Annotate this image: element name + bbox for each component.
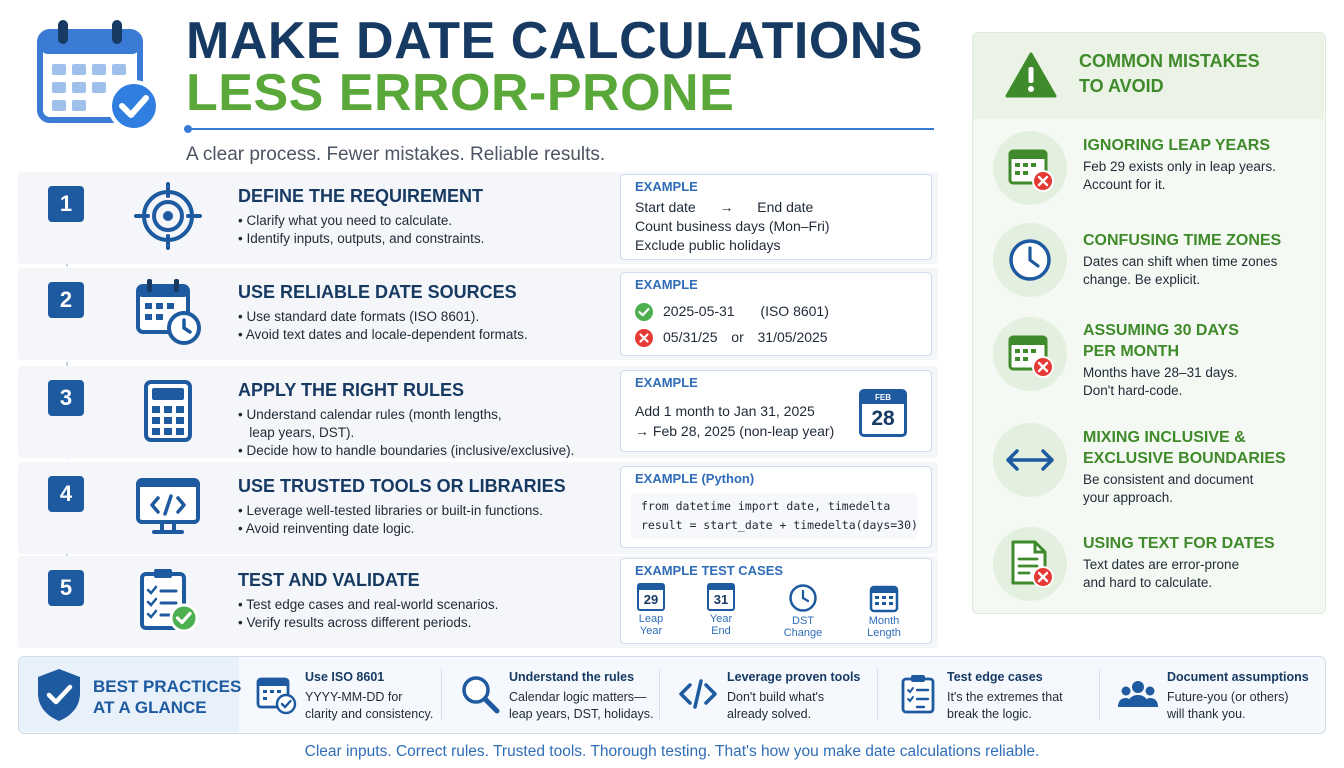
step-bullet: • Avoid text dates and locale-dependent formats. xyxy=(238,327,528,342)
step-title: DEFINE THE REQUIREMENT xyxy=(238,186,484,206)
best-practice-desc xyxy=(947,689,1063,723)
shield-check-icon xyxy=(35,667,83,723)
mistake-title: MIXING INCLUSIVE & xyxy=(1083,429,1246,446)
example-box xyxy=(620,370,932,452)
mistake-desc: Be consistent and document xyxy=(1083,472,1254,487)
step-number: 2 xyxy=(48,282,84,318)
best-practice-item xyxy=(447,657,655,732)
mistakes-title: COMMON MISTAKES xyxy=(1079,51,1260,71)
mistake-desc: your approach. xyxy=(1083,490,1174,505)
mistake-desc: and hard to calculate. xyxy=(1083,575,1213,590)
example-box xyxy=(620,558,932,644)
clock-icon xyxy=(1007,237,1053,283)
best-practices-title: BEST PRACTICES xyxy=(93,677,242,696)
example-line: → Feb 28, 2025 (non-leap year) xyxy=(635,423,835,439)
divider xyxy=(659,669,660,721)
step-bullet: • Test edge cases and real-world scenarios. xyxy=(238,597,499,612)
best-practice-desc xyxy=(509,689,654,723)
code-monitor-icon xyxy=(132,470,204,542)
best-practice-line: Future-you (or others) xyxy=(1167,690,1289,704)
example-line: Exclude public holidays xyxy=(635,237,781,253)
example-line: Add 1 month to Jan 31, 2025 xyxy=(635,403,815,419)
mistake-icon-circle xyxy=(993,527,1067,601)
step-number: 4 xyxy=(48,476,84,512)
step-bullet: • Use standard date formats (ISO 8601). xyxy=(238,309,480,324)
test-case-label: Change xyxy=(783,627,823,639)
good-format: 2025-05-31 xyxy=(663,303,735,319)
step-number: 3 xyxy=(48,380,84,416)
page-title-line1: MAKE DATE CALCULATIONS xyxy=(186,12,924,70)
step-bullet: • Verify results across different periods. xyxy=(238,615,472,630)
calendar-icon: 31 xyxy=(707,583,735,611)
step-bullet: • Leverage well-tested libraries or built-in functions. xyxy=(238,503,543,518)
step-number: 5 xyxy=(48,570,84,606)
mistake-desc: Dates can shift when time zones xyxy=(1083,254,1278,269)
code-block xyxy=(631,493,917,539)
good-format-example xyxy=(663,303,829,319)
mistake-title: PER MONTH xyxy=(1083,343,1179,360)
step-bullets xyxy=(238,212,484,248)
mistake-icon-circle xyxy=(993,223,1067,297)
best-practice-line: leap years, DST, holidays. xyxy=(509,707,654,721)
best-practice-desc xyxy=(1167,689,1289,723)
test-case-label: Leap xyxy=(638,613,664,625)
mistake-title: CONFUSING TIME ZONES xyxy=(1083,232,1282,249)
best-practices-title: AT A GLANCE xyxy=(93,698,207,717)
example-label: EXAMPLE xyxy=(635,179,698,194)
example-box xyxy=(620,174,932,260)
example-box xyxy=(620,272,932,356)
calendar-icon: 29 xyxy=(637,583,665,611)
best-practice-line: clarity and consistency. xyxy=(305,707,434,721)
calendar-date-icon xyxy=(859,389,907,437)
step-1 xyxy=(18,172,938,264)
best-practice-line: already solved. xyxy=(727,707,812,721)
best-practice-line: will thank you. xyxy=(1167,707,1246,721)
test-case-label: End xyxy=(711,625,731,637)
calendar-error-icon xyxy=(1007,331,1055,379)
mistake-desc: Months have 28–31 days. xyxy=(1083,365,1238,380)
mistake-title: IGNORING LEAP YEARS xyxy=(1083,137,1270,154)
step-2 xyxy=(18,268,938,360)
magnifier-icon xyxy=(459,673,501,715)
step-bullet: • Identify inputs, outputs, and constraints. xyxy=(238,231,485,246)
test-case-dst-change xyxy=(781,583,825,639)
example-line: Count business days (Mon–Fri) xyxy=(635,218,830,234)
divider xyxy=(877,669,878,721)
mistake-icon-circle xyxy=(993,131,1067,205)
best-practice-desc xyxy=(727,689,824,723)
example-box xyxy=(620,466,932,548)
code-line: result = start_date + timedelta(days=30) xyxy=(641,518,918,532)
best-practices-band xyxy=(18,656,1326,734)
best-practice-line: break the logic. xyxy=(947,707,1032,721)
mistake-title: EXCLUSIVE BOUNDARIES xyxy=(1083,450,1286,467)
step-bullet: • Clarify what you need to calculate. xyxy=(238,213,453,228)
warning-icon xyxy=(1005,51,1057,99)
title-divider-dot xyxy=(184,125,192,133)
step-bullets xyxy=(238,502,543,538)
step-bullet: • Understand calendar rules (month lengths, xyxy=(238,407,502,422)
clock-icon xyxy=(788,583,818,613)
best-practice-title: Understand the rules xyxy=(509,670,635,684)
step-title: TEST AND VALIDATE xyxy=(238,570,420,590)
good-format-note: (ISO 8601) xyxy=(760,303,829,319)
test-case-leap-year xyxy=(633,583,669,637)
bad-format-or: or xyxy=(731,329,744,345)
bad-format: 05/31/25 xyxy=(663,329,718,345)
step-4 xyxy=(18,462,938,554)
arrow-right-icon: → xyxy=(719,199,734,215)
best-practice-item xyxy=(243,657,439,732)
mistake-desc: Text dates are error-prone xyxy=(1083,557,1240,572)
best-practice-title: Leverage proven tools xyxy=(727,670,861,684)
mistake-desc: Don't hard-code. xyxy=(1083,383,1183,398)
calendar-error-icon xyxy=(1007,145,1055,193)
best-practice-item xyxy=(665,657,873,732)
best-practice-title: Test edge cases xyxy=(947,670,1043,684)
mistake-icon-circle xyxy=(993,423,1067,497)
step-bullets xyxy=(238,596,498,632)
step-title: USE TRUSTED TOOLS OR LIBRARIES xyxy=(238,476,566,496)
divider xyxy=(441,669,442,721)
mistake-title: USING TEXT FOR DATES xyxy=(1083,535,1275,552)
bad-format-example xyxy=(663,329,828,345)
best-practice-line: Calendar logic matters— xyxy=(509,690,647,704)
mistake-icon-circle xyxy=(993,317,1067,391)
checklist-icon xyxy=(897,673,939,715)
mistakes-title: TO AVOID xyxy=(1079,76,1164,96)
step-bullets xyxy=(238,406,574,460)
example-label: EXAMPLE TEST CASES xyxy=(635,563,784,578)
test-case-label: Year xyxy=(709,613,733,625)
mistake-desc: change. Be explicit. xyxy=(1083,272,1201,287)
calendar-grid-icon xyxy=(869,583,899,613)
step-bullets xyxy=(238,308,528,344)
example-end: End date xyxy=(757,199,814,215)
code-line: from datetime import date, timedelta xyxy=(641,499,891,513)
step-title: USE RELIABLE DATE SOURCES xyxy=(238,282,517,302)
people-icon xyxy=(1117,673,1159,715)
error-circle-icon xyxy=(635,329,653,347)
document-error-icon xyxy=(1009,539,1055,589)
example-label: EXAMPLE xyxy=(635,277,698,292)
check-circle-icon xyxy=(635,303,653,321)
target-icon xyxy=(132,180,204,252)
best-practice-line: YYYY-MM-DD for xyxy=(305,690,403,704)
test-case-label: Length xyxy=(867,627,901,639)
best-practice-line: Don't build what's xyxy=(727,690,825,704)
mistake-desc: Feb 29 exists only in leap years. xyxy=(1083,159,1276,174)
step-3 xyxy=(18,366,938,458)
best-practice-title: Use ISO 8601 xyxy=(305,670,385,684)
best-practice-item xyxy=(1105,657,1323,732)
test-case-month-length xyxy=(861,583,907,639)
calendar-check-icon xyxy=(36,18,162,134)
example-label: EXAMPLE xyxy=(635,375,698,390)
calculator-icon xyxy=(132,374,204,446)
calendar-day: 28 xyxy=(871,407,895,430)
calendar-month: FEB xyxy=(862,392,904,404)
best-practice-item xyxy=(885,657,1093,732)
mistake-desc: Account for it. xyxy=(1083,177,1166,192)
code-icon xyxy=(677,673,719,715)
step-5 xyxy=(18,556,938,648)
common-mistakes-panel xyxy=(972,32,1326,614)
test-case-label: Year xyxy=(639,625,663,637)
calendar-clock-icon xyxy=(132,276,204,348)
step-title: APPLY THE RIGHT RULES xyxy=(238,380,465,400)
double-arrow-icon xyxy=(1005,445,1055,475)
step-bullet: leap years, DST). xyxy=(238,425,355,440)
test-case-label: Month xyxy=(868,615,900,627)
test-case-year-end xyxy=(703,583,739,637)
page-subtitle: A clear process. Fewer mistakes. Reliable results. xyxy=(186,144,606,165)
best-practice-line: It's the extremes that xyxy=(947,690,1063,704)
example-start: Start date xyxy=(635,199,696,215)
example-range xyxy=(635,199,813,215)
divider xyxy=(1099,669,1100,721)
best-practice-desc xyxy=(305,689,433,723)
best-practice-title: Document assumptions xyxy=(1167,670,1309,684)
test-case-label: DST xyxy=(792,615,814,627)
checklist-icon xyxy=(132,564,204,636)
mistake-title: ASSUMING 30 DAYS xyxy=(1083,322,1239,339)
footer-tagline: Clear inputs. Correct rules. Trusted tools. Thorough testing. That's how you make date calculations reliable. xyxy=(304,743,1040,760)
bad-format: 31/05/2025 xyxy=(757,329,828,345)
calendar-check-icon xyxy=(255,673,297,715)
step-bullet: • Avoid reinventing date logic. xyxy=(238,521,415,536)
step-number: 1 xyxy=(48,186,84,222)
example-label: EXAMPLE (Python) xyxy=(635,471,755,486)
page-title-line2: LESS ERROR-PRONE xyxy=(186,64,735,122)
step-bullet: • Decide how to handle boundaries (inclusive/exclusive). xyxy=(238,443,575,458)
title-divider xyxy=(186,128,934,130)
